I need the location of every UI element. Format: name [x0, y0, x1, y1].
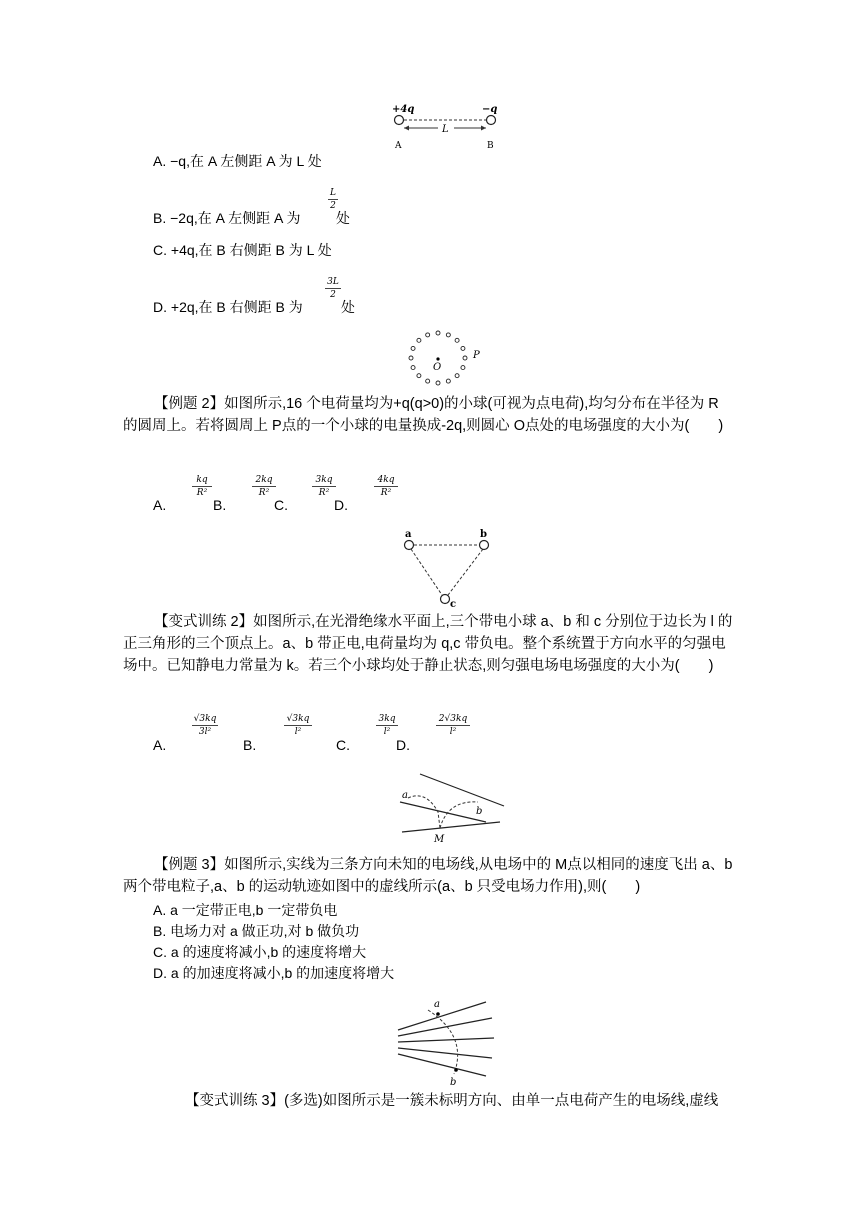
- label-point-a: A: [395, 141, 402, 151]
- ex3-option-a: A. a 一定带正电,b 一定带负电: [153, 902, 338, 918]
- q1-option-d-text: D. +2q,在 B 右侧距 B 为: [153, 299, 303, 315]
- var2-label-b: B.: [243, 737, 257, 753]
- point-b: [454, 1068, 458, 1072]
- q1-option-b-suffix: 处: [336, 210, 350, 226]
- ex2-label-d: D.: [334, 497, 348, 513]
- label-b: b: [480, 529, 487, 540]
- ball-c: [441, 595, 450, 604]
- variant-2-text: 【变式训练 2】如图所示,在光滑绝缘水平面上,三个带电小球 a、b 和 c 分别位于边长为 l 的正三角形的三个顶点上。a、b 带正电,电荷量均为 q,c 带负电。整个系统置于方向水平的匀强电场中。已知静电力常量为 k。若三个小球均处于静止状态,则匀强电场电场强度的大小为( ): [123, 614, 733, 674]
- ball-b: [480, 541, 489, 550]
- ring-charge: [455, 374, 459, 378]
- ring-charge: [446, 333, 450, 337]
- q1-option-d-suffix: 处: [341, 299, 355, 315]
- figure-triangle: [400, 528, 496, 610]
- label-a: a: [402, 790, 408, 801]
- var2-label-a: A.: [153, 737, 167, 753]
- ring-charge: [455, 338, 459, 342]
- q1-option-a: A. −q,在 A 左侧距 A 为 L 处: [153, 153, 322, 169]
- ex2-fraction-d: 4kq R²: [374, 475, 398, 498]
- ball-a: [405, 541, 414, 550]
- ring-charge: [409, 356, 413, 360]
- q1-option-b-text: B. −2q,在 A 左侧距 A 为: [153, 210, 301, 226]
- ring-charge: [461, 366, 465, 370]
- charge-a-circle: [395, 116, 404, 125]
- figure-two-charges: [388, 100, 504, 152]
- q1-option-b-fraction: L 2: [328, 188, 338, 211]
- ring-charge: [417, 374, 421, 378]
- var2-fraction-c: 3kq l²: [376, 714, 398, 737]
- label-plus-4q: +4q: [392, 104, 415, 115]
- label-point-p: P: [473, 350, 480, 361]
- figure-field-lines-trajectories: [396, 764, 508, 848]
- label-a: a: [434, 999, 440, 1010]
- example-2-text: 【例题 2】如图所示,16 个电荷量均为+q(q>0)的小球(可视为点电荷),均匀分布在半径为 R 的圆周上。若将圆周上 P点的一个小球的电量换成-2q,则圆心 O点处的电场强度的大小为( ): [123, 396, 724, 434]
- ring-charge: [426, 379, 430, 383]
- ex2-label-a: A.: [153, 497, 167, 513]
- ex2-label-b: B.: [213, 497, 227, 513]
- figure-charge-ring: [400, 326, 490, 390]
- variant-3-text: 【变式训练 3】(多选)如图所示是一簇未标明方向、由单一点电荷产生的电场线,虚线: [185, 1093, 719, 1109]
- center-point: [436, 357, 439, 360]
- label-minus-q: −q: [482, 104, 498, 115]
- label-point-b: B: [487, 141, 494, 151]
- ring-charge: [426, 333, 430, 337]
- ex2-fraction-b: 2kq R²: [252, 475, 276, 498]
- var2-label-d: D.: [396, 737, 410, 753]
- ex3-option-b: B. 电场力对 a 做正功,对 b 做负功: [153, 923, 360, 939]
- var2-label-c: C.: [336, 737, 350, 753]
- var2-fraction-a: √3kq 3l²: [193, 714, 217, 737]
- label-distance-l: L: [442, 124, 449, 135]
- var2-fraction-d: 2√3kq l²: [436, 714, 470, 737]
- var2-fraction-b: √3kq l²: [284, 714, 312, 737]
- ring-charge: [446, 379, 450, 383]
- figure-field-line-cluster: [392, 996, 496, 1088]
- point-a: [436, 1012, 440, 1016]
- charge-b-circle: [487, 116, 496, 125]
- ring-charge: [463, 356, 467, 360]
- ex3-option-c: C. a 的速度将减小,b 的速度将增大: [153, 944, 367, 960]
- ring-charge: [461, 346, 465, 350]
- ring-charge: [436, 381, 440, 385]
- ring-charge: [436, 331, 440, 335]
- ring-charge: [411, 366, 415, 370]
- label-b: b: [476, 806, 483, 817]
- ex2-fraction-c: 3kq R²: [312, 475, 336, 498]
- label-b: b: [450, 1077, 457, 1088]
- ex3-option-d: D. a 的加速度将减小,b 的加速度将增大: [153, 965, 395, 981]
- label-center-o: O: [433, 362, 442, 373]
- q1-option-c: C. +4q,在 B 右侧距 B 为 L 处: [153, 242, 332, 258]
- label-c: c: [450, 599, 457, 610]
- label-a: a: [405, 529, 412, 540]
- example-3-text: 【例题 3】如图所示,实线为三条方向未知的电场线,从电场中的 M点以相同的速度飞出 a、b 两个带电粒子,a、b 的运动轨迹如图中的虚线所示(a、b 只受电场力作用),则( ): [123, 857, 733, 895]
- ring-charge: [417, 338, 421, 342]
- label-m: M: [434, 834, 445, 845]
- ring-charge: [411, 346, 415, 350]
- ex2-fraction-a: kq R²: [192, 475, 212, 498]
- q1-option-d-fraction: 3L 2: [325, 277, 341, 300]
- ex2-label-c: C.: [274, 497, 288, 513]
